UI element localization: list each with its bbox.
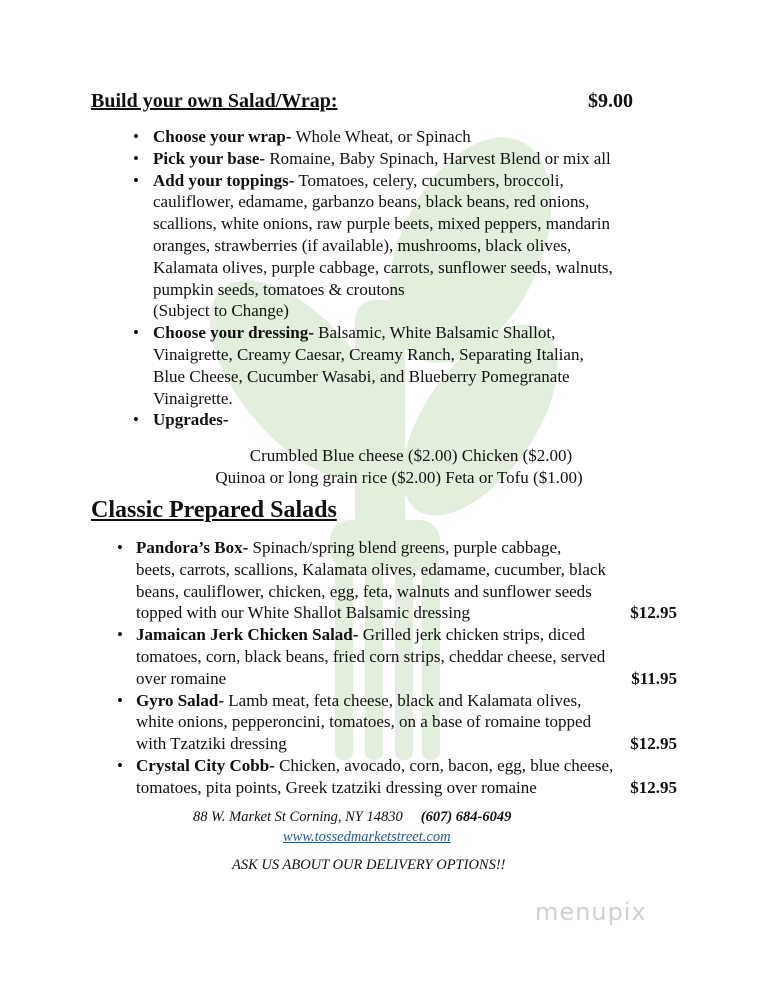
item-line: [136, 755, 677, 777]
item-line: [153, 148, 693, 170]
item-line: [153, 279, 693, 301]
item-description: beets, carrots, scallions, Kalamata olives, edamame, cucumber, black: [136, 559, 606, 579]
item-line: [153, 366, 693, 388]
bullet-icon: •: [117, 538, 123, 557]
item-line: [153, 170, 693, 192]
item-description: Tomatoes, celery, cucumbers, broccoli,: [294, 170, 564, 190]
item-line: [136, 646, 677, 668]
item-description: white onions, pepperoncini, tomatoes, on a base of romaine topped: [136, 712, 592, 732]
item-label: Choose your wrap-: [153, 127, 292, 146]
item-price: $12.95: [630, 603, 677, 623]
website-link[interactable]: www.tossedmarketstreet.com: [283, 829, 451, 845]
item-line: [153, 213, 693, 235]
bullet-icon: •: [133, 323, 139, 343]
item-description: oranges, strawberries (if available), mushrooms, black olives,: [153, 235, 572, 255]
item-line: [136, 668, 677, 690]
item-line: [136, 559, 677, 581]
item-line: [153, 322, 693, 344]
item-description: Vinaigrette.: [153, 388, 233, 408]
menu-item: [117, 755, 677, 799]
menu-item: [117, 624, 677, 689]
item-description: Chicken, avocado, corn, bacon, egg, blue cheese,: [274, 755, 614, 775]
menu-item: [133, 409, 693, 431]
item-description: Romaine, Baby Spinach, Harvest Blend or mix all: [265, 148, 611, 168]
item-label: Gyro Salad-: [136, 690, 225, 710]
upgrade-line: Quinoa or long grain rice ($2.00) Feta or Tofu ($1.00): [215, 468, 583, 487]
item-label: Crystal City Cobb-: [136, 755, 275, 775]
item-description: topped with our White Shallot Balsamic dressing: [136, 603, 470, 623]
build-options-list: [133, 126, 693, 431]
address: 88 W. Market St Corning, NY 14830: [193, 809, 403, 825]
menu-item: [117, 537, 677, 624]
upgrade-line: Crumbled Blue cheese ($2.00) Chicken ($2.00): [249, 446, 573, 465]
item-label: Upgrades-: [153, 410, 229, 430]
menu-item: [133, 126, 693, 148]
menu-item: [133, 148, 693, 170]
item-description: cauliflower, edamame, garbanzo beans, black beans, red onions,: [153, 192, 590, 212]
menu-item: [133, 170, 693, 323]
item-description: over romaine: [136, 668, 227, 688]
item-line: [136, 537, 677, 559]
item-line: [136, 711, 677, 733]
item-line: [153, 126, 693, 148]
item-description: tomatoes, pita points, Greek tzatziki dressing over romaine: [136, 777, 537, 797]
item-line: [136, 581, 677, 603]
classic-salads-list: [117, 537, 677, 799]
item-line: [153, 409, 693, 431]
menu-item: [117, 690, 677, 755]
item-line: [136, 690, 677, 712]
bullet-icon: •: [117, 755, 123, 775]
address-line: [193, 809, 768, 826]
item-description: (Subject to Change): [153, 301, 289, 321]
item-line: [136, 602, 677, 624]
bullet-icon: •: [133, 148, 139, 168]
item-line: [153, 191, 693, 213]
item-line: [153, 388, 693, 410]
item-description: pumpkin seeds, tomatoes & croutons: [153, 279, 405, 299]
bullet-icon: •: [133, 170, 139, 190]
phone: (607) 684-6049: [420, 809, 512, 825]
item-line: [136, 777, 677, 799]
item-price: $12.95: [630, 734, 677, 754]
item-description: scallions, white onions, raw purple beets, mixed peppers, mandarin: [153, 214, 610, 234]
item-price: $11.95: [631, 668, 677, 688]
item-label: Choose your dressing-: [153, 323, 314, 343]
item-line: [153, 257, 693, 279]
item-line: [153, 344, 693, 366]
item-description: Vinaigrette, Creamy Caesar, Creamy Ranch, Separating Italian,: [153, 344, 584, 364]
item-line: [136, 733, 677, 755]
delivery-note: ASK US ABOUT OUR DELIVERY OPTIONS!!: [232, 857, 506, 873]
bullet-icon: •: [117, 690, 123, 710]
build-your-own-price: $9.00: [588, 90, 633, 112]
build-your-own-heading: Build your own Salad/Wrap:: [91, 90, 338, 112]
item-description: beans, cauliflower, chicken, egg, feta, walnuts and sunflower seeds: [136, 581, 592, 601]
classic-salads-heading: Classic Prepared Salads: [91, 497, 337, 523]
item-label: Pandora’s Box-: [136, 538, 249, 557]
item-price: $12.95: [630, 777, 677, 797]
item-label: Add your toppings-: [153, 170, 295, 190]
item-label: Jamaican Jerk Chicken Salad-: [136, 625, 359, 645]
bullet-icon: •: [133, 410, 139, 430]
item-description: Whole Wheat, or Spinach: [291, 127, 471, 146]
item-description: Spinach/spring blend greens, purple cabbage,: [248, 538, 562, 557]
item-description: Balsamic, White Balsamic Shallot,: [313, 323, 556, 343]
bullet-icon: •: [117, 625, 123, 645]
item-line: [153, 300, 693, 322]
item-description: with Tzatziki dressing: [136, 734, 287, 754]
item-description: Blue Cheese, Cucumber Wasabi, and Blueberry Pomegranate: [153, 366, 570, 386]
item-description: Lamb meat, feta cheese, black and Kalamata olives,: [224, 690, 582, 710]
bullet-icon: •: [133, 127, 139, 146]
item-description: Kalamata olives, purple cabbage, carrots, sunflower seeds, walnuts,: [153, 257, 613, 277]
menupix-logo: menupix: [535, 898, 647, 926]
item-description: Grilled jerk chicken strips, diced: [358, 625, 586, 645]
item-line: [136, 624, 677, 646]
item-description: tomatoes, corn, black beans, fried corn strips, cheddar cheese, served: [136, 646, 606, 666]
menu-item: [133, 322, 693, 409]
item-label: Pick your base-: [153, 148, 266, 168]
item-line: [153, 235, 693, 257]
